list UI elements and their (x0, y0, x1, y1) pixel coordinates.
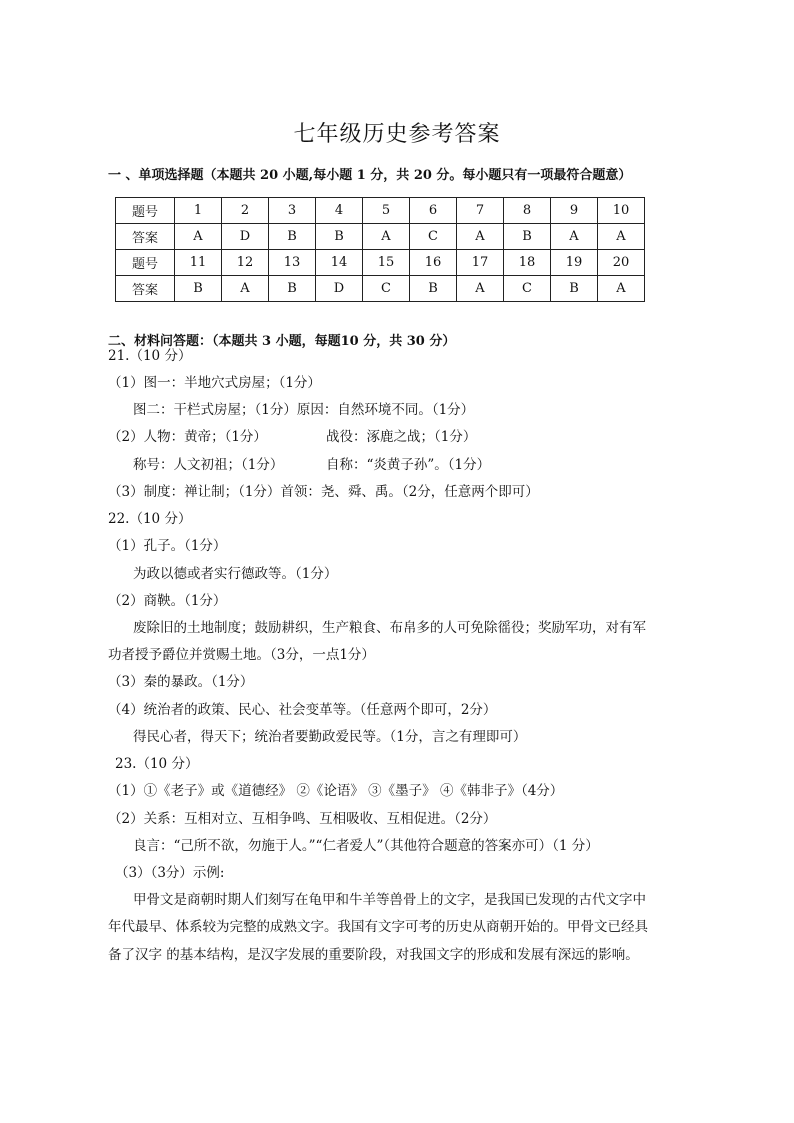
answer-line: 自称：“炎黄子孙”。（1分） (326, 457, 491, 473)
table-cell: 3 (269, 198, 316, 224)
table-cell: 11 (175, 250, 222, 276)
answer-line: 良言：“己所不欲，勿施于人。”“仁者爱人”（其他符合题意的答案亦可）（1 分） (133, 838, 599, 854)
answer-line: 功者授予爵位并赏赐土地。（3分，一点1分） (108, 647, 375, 663)
table-cell: D (316, 276, 363, 302)
answer-line: （2）关系：互相对立、互相争鸣、互相吸收、互相促进。（2分） (108, 811, 497, 827)
table-cell: 10 (598, 198, 645, 224)
table-cell: B (269, 276, 316, 302)
answer-line: 甲骨文是商朝时期人们刻写在龟甲和牛羊等兽骨上的文字，是我国已发现的古代文字中 (133, 892, 646, 908)
table-cell: 9 (551, 198, 598, 224)
table-cell: 13 (269, 250, 316, 276)
table-cell: 2 (222, 198, 269, 224)
table-cell: 答案 (116, 276, 175, 302)
answer-line: 22.（10 分） (108, 511, 192, 527)
table-cell: 12 (222, 250, 269, 276)
answer-line: （2）商鞅。（1分） (108, 593, 227, 609)
table-cell: 题号 (116, 250, 175, 276)
table-cell: A (175, 224, 222, 250)
table-cell: A (598, 224, 645, 250)
table-cell: D (222, 224, 269, 250)
table-cell: 7 (457, 198, 504, 224)
table-cell: C (504, 276, 551, 302)
answer-line: 备了汉字 的基本结构，是汉字发展的重要阶段，对我国文字的形成和发展有深远的影响。 (108, 947, 639, 963)
answer-line: 废除旧的土地制度；鼓励耕织，生产粮食、布帛多的人可免除徭役；奖励军功，对有军 (133, 620, 646, 636)
table-cell: A (222, 276, 269, 302)
answer-line: （3）制度：禅让制；（1分）首领：尧、舜、禹。（2分，任意两个即可） (108, 484, 539, 500)
table-cell: 1 (175, 198, 222, 224)
answer-line: （3）（3分）示例: (115, 865, 225, 881)
table-cell: B (175, 276, 222, 302)
answer-line: （1）图一：半地穴式房屋；（1分） (108, 375, 321, 391)
table-row (116, 198, 645, 224)
table-cell: A (457, 276, 504, 302)
table-cell: B (269, 224, 316, 250)
answer-line: （4）统治者的政策、民心、社会变革等。（任意两个即可，2分） (108, 702, 497, 718)
table-cell: 6 (410, 198, 457, 224)
answer-line: 年代最早、体系较为完整的成熟文字。我国有文字可考的历史从商朝开始的。甲骨文已经具 (108, 919, 648, 935)
table-row (116, 224, 645, 250)
table-row (116, 250, 645, 276)
table-cell: 4 (316, 198, 363, 224)
table-cell: A (598, 276, 645, 302)
answer-line: 21.（10 分） (108, 348, 192, 364)
table-cell: 答案 (116, 224, 175, 250)
section1-heading: 一 、单项选择题（本题共 20 小题,每小题 1 分，共 20 分。每小题只有一项最符合题意） (108, 168, 632, 183)
table-cell: B (551, 276, 598, 302)
table-cell: 20 (598, 250, 645, 276)
table-cell: 5 (363, 198, 410, 224)
answer-line: 23.（10 分） (115, 756, 199, 772)
page-title: 七年级历史参考答案 (293, 122, 501, 147)
answer-line: （1）孔子。（1分） (108, 538, 227, 554)
table-cell: A (363, 224, 410, 250)
table-cell: 15 (363, 250, 410, 276)
table-cell: 题号 (116, 198, 175, 224)
answer-line: 为政以德或者实行德政等。（1分） (133, 566, 338, 582)
answer-line: 得民心者，得天下；统治者要勤政爱民等。（1分，言之有理即可） (133, 729, 527, 745)
table-cell: 8 (504, 198, 551, 224)
table-cell: 14 (316, 250, 363, 276)
table-cell: A (457, 224, 504, 250)
table-cell: 18 (504, 250, 551, 276)
table-cell: 19 (551, 250, 598, 276)
answer-line: （1）①《老子》或《道德经》 ②《论语》 ③《墨子》 ④《韩非子》（4分） (108, 783, 564, 799)
answer-line: （2）人物：黄帝；（1分） (108, 429, 267, 445)
answer-line: 图二：干栏式房屋；（1分）原因：自然环境不同。（1分） (133, 402, 475, 418)
table-cell: B (316, 224, 363, 250)
table-cell: B (410, 276, 457, 302)
table-cell: 16 (410, 250, 457, 276)
answer-line: （3）秦的暴政。（1分） (108, 674, 254, 690)
table-cell: 17 (457, 250, 504, 276)
answer-line: 战役：涿鹿之战；（1分） (326, 429, 477, 445)
table-row (116, 276, 645, 302)
section2-heading: 二、材料问答题：（本题共 3 小题，每题10 分，共 30 分） (108, 334, 456, 349)
table-cell: B (504, 224, 551, 250)
answer-table (115, 197, 645, 302)
table-cell: C (410, 224, 457, 250)
table-cell: C (363, 276, 410, 302)
table-cell: A (551, 224, 598, 250)
answer-line: 称号：人文初祖；（1分） (133, 457, 284, 473)
